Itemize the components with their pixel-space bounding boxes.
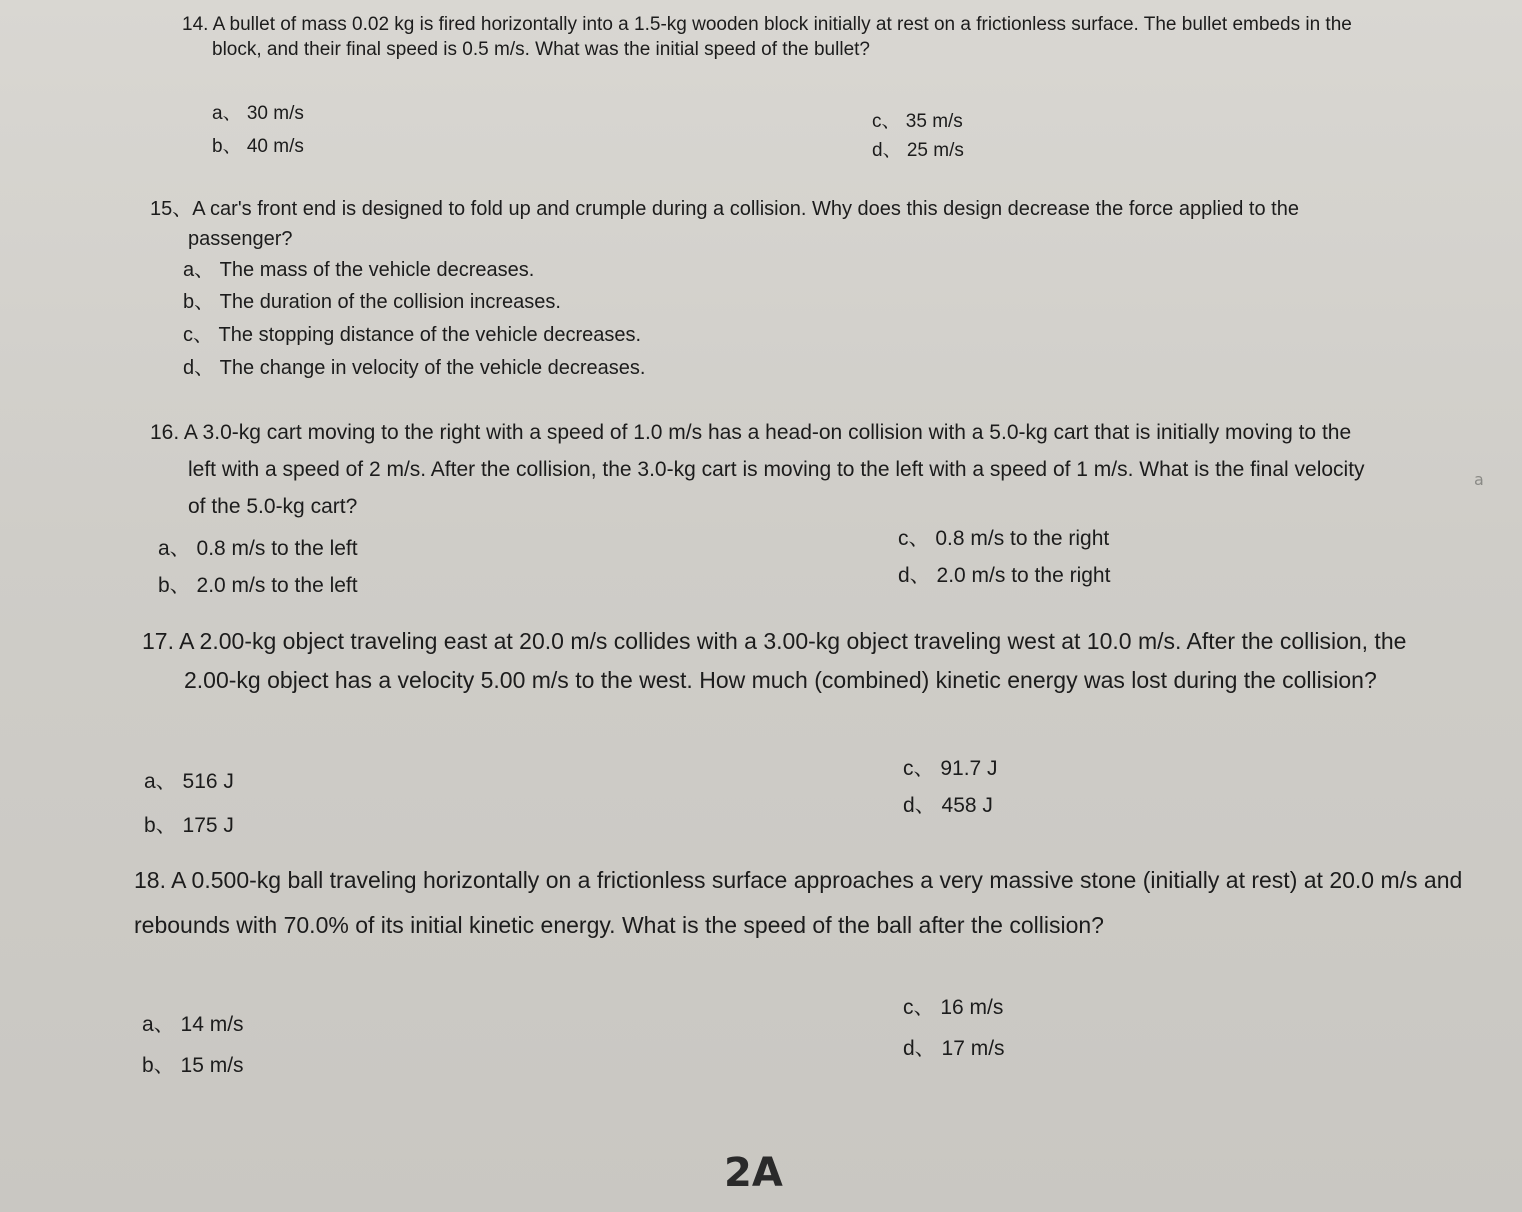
handwritten-note: 2A [724,1150,783,1196]
question-16-stem: 16. A 3.0-kg cart moving to the right with a speed of 1.0 m/s has a head-on collision with a 5.0-kg cart that is initially moving to the left with a speed of 2 m/s. After the collision, the 3.0-kg cart is moving to the left with a speed of 1 m/s. What is the final velocity of the 5.0-kg cart? [150,421,1365,518]
question-14-option-d[interactable]: d、 25 m/s [872,140,964,161]
question-18-option-b[interactable]: b、 15 m/s [142,1054,244,1077]
question-17-option-d[interactable]: d、 458 J [903,794,993,817]
question-18 [118,858,1478,948]
question-16-option-d[interactable]: d、 2.0 m/s to the right [898,564,1111,587]
question-17-option-b[interactable]: b、 175 J [144,814,234,837]
question-17-option-a[interactable]: a、 516 J [144,770,234,793]
question-16-option-c[interactable]: c、 0.8 m/s to the right [898,527,1110,550]
question-15 [150,194,1370,254]
question-15-stem: 15、A car's front end is designed to fold up and crumple during a collision. Why does this design decrease the force applied to the passenger? [150,198,1299,250]
question-15-option-d[interactable]: d、 The change in velocity of the vehicle decreases. [183,357,646,379]
question-16 [150,414,1365,525]
question-18-option-d[interactable]: d、 17 m/s [903,1037,1005,1060]
question-14-option-c[interactable]: c、 35 m/s [872,111,963,132]
question-17 [142,622,1452,700]
question-15-option-c[interactable]: c、 The stopping distance of the vehicle decreases. [183,324,642,346]
question-14-option-b[interactable]: b、 40 m/s [212,136,304,157]
question-18-option-c[interactable]: c、 16 m/s [903,996,1004,1019]
question-17-stem: 17. A 2.00-kg object traveling east at 20.0 m/s collides with a 3.00-kg object traveling west at 10.0 m/s. After the collision, the 2.00-kg object has a velocity 5.00 m/s to the west. How much (combined) kinetic energy was lost during the collision? [142,628,1407,693]
question-16-option-a[interactable]: a、 0.8 m/s to the left [158,537,358,560]
question-14-stem: 14. A bullet of mass 0.02 kg is fired horizontally into a 1.5-kg wooden block initially at rest on a frictionless surface. The bullet embeds in the block, and their final speed is 0.5 m/s. What was the initial speed of the bullet? [182,14,1352,60]
question-18-option-a[interactable]: a、 14 m/s [142,1013,244,1036]
question-14-option-a[interactable]: a、 30 m/s [212,103,304,124]
question-14 [148,12,1378,62]
question-17-option-c[interactable]: c、 91.7 J [903,757,998,780]
question-16-option-b[interactable]: b、 2.0 m/s to the left [158,574,358,597]
question-18-stem: 18. A 0.500-kg ball traveling horizontally on a frictionless surface approaches a very massive stone (initially at rest) at 20.0 m/s and rebounds with 70.0% of its initial kinetic energy. What is the speed of the ball after the collision? [134,867,1463,938]
margin-mark: a [1474,470,1484,489]
question-15-option-a[interactable]: a、 The mass of the vehicle decreases. [183,259,535,281]
question-15-option-b[interactable]: b、 The duration of the collision increases. [183,291,561,313]
